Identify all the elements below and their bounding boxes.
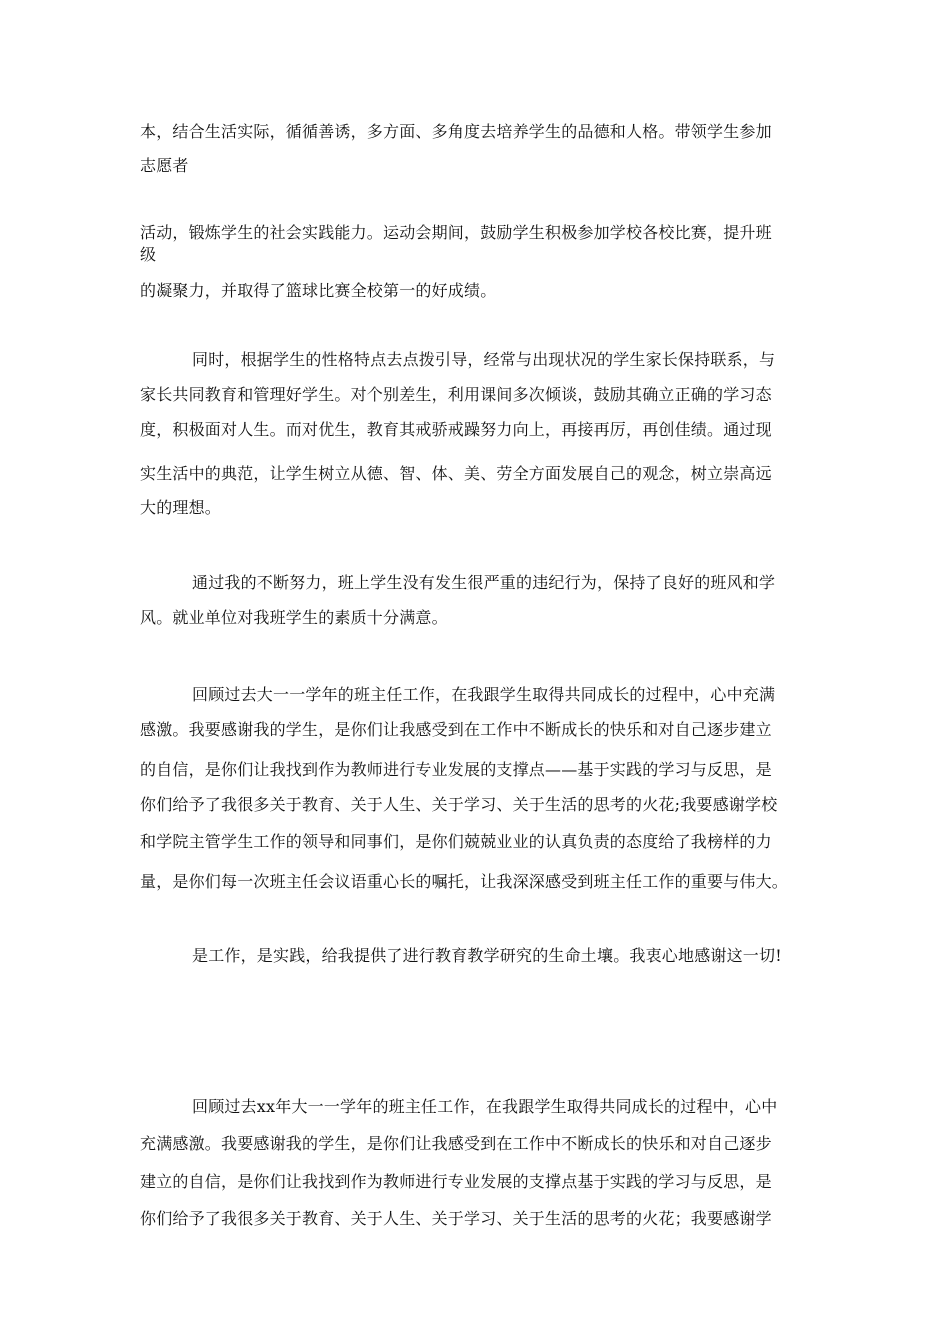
text-line: 级 — [140, 245, 157, 264]
text-line: 的自信，是你们让我找到作为教师进行专业发展的支撑点——基于实践的学习与反思，是 — [140, 760, 772, 779]
text-line: 你们给予了我很多关于教育、关于人生、关于学习、关于生活的思考的火花；我要感谢学 — [140, 1209, 772, 1228]
text-line: 量，是你们每一次班主任会议语重心长的嘱托，让我深深感受到班主任工作的重要与伟大。 — [140, 872, 789, 891]
text-line: 家长共同教育和管理好学生。对个别差生，利用课间多次倾谈，鼓励其确立正确的学习态 — [140, 385, 772, 404]
text-line: 本，结合生活实际，循循善诱，多方面、多角度去培养学生的品德和人格。带领学生参加 — [140, 122, 772, 141]
text-line: 回顾过去大一一学年的班主任工作，在我跟学生取得共同成长的过程中，心中充满 — [192, 685, 776, 704]
text-line: 活动，锻炼学生的社会实践能力。运动会期间，鼓励学生积极参加学校各校比赛，提升班 — [140, 223, 772, 242]
text-line: 和学院主管学生工作的领导和同事们，是你们兢兢业业的认真负责的态度给了我榜样的力 — [140, 832, 772, 851]
text-line: 是工作，是实践，给我提供了进行教育教学研究的生命土壤。我衷心地感谢这一切! — [192, 946, 782, 965]
text-line: 回顾过去xx年大一一学年的班主任工作，在我跟学生取得共同成长的过程中，心中 — [192, 1097, 778, 1116]
text-line: 你们给予了我很多关于教育、关于人生、关于学习、关于生活的思考的火花;我要感谢学校 — [140, 795, 778, 814]
text-line: 志愿者 — [140, 156, 189, 175]
text-line: 实生活中的典范，让学生树立从德、智、体、美、劳全方面发展自己的观念，树立崇高远 — [140, 464, 772, 483]
text-line: 充满感激。我要感谢我的学生，是你们让我感受到在工作中不断成长的快乐和对自己逐步 — [140, 1134, 772, 1153]
text-line: 同时，根据学生的性格特点去点拨引导，经常与出现状况的学生家长保持联系，与 — [192, 350, 776, 369]
text-line: 度，积极面对人生。而对优生，教育其戒骄戒躁努力向上，再接再厉，再创佳绩。通过现 — [140, 420, 772, 439]
text-line: 建立的自信，是你们让我找到作为教师进行专业发展的支撑点基于实践的学习与反思，是 — [140, 1172, 772, 1191]
text-line: 的凝聚力，并取得了篮球比赛全校第一的好成绩。 — [140, 281, 497, 300]
text-line: 通过我的不断努力，班上学生没有发生很严重的违纪行为，保持了良好的班风和学 — [192, 573, 776, 592]
text-line: 风。就业单位对我班学生的素质十分满意。 — [140, 608, 448, 627]
text-line: 感激。我要感谢我的学生，是你们让我感受到在工作中不断成长的快乐和对自己逐步建立 — [140, 720, 772, 739]
text-line: 大的理想。 — [140, 498, 222, 517]
